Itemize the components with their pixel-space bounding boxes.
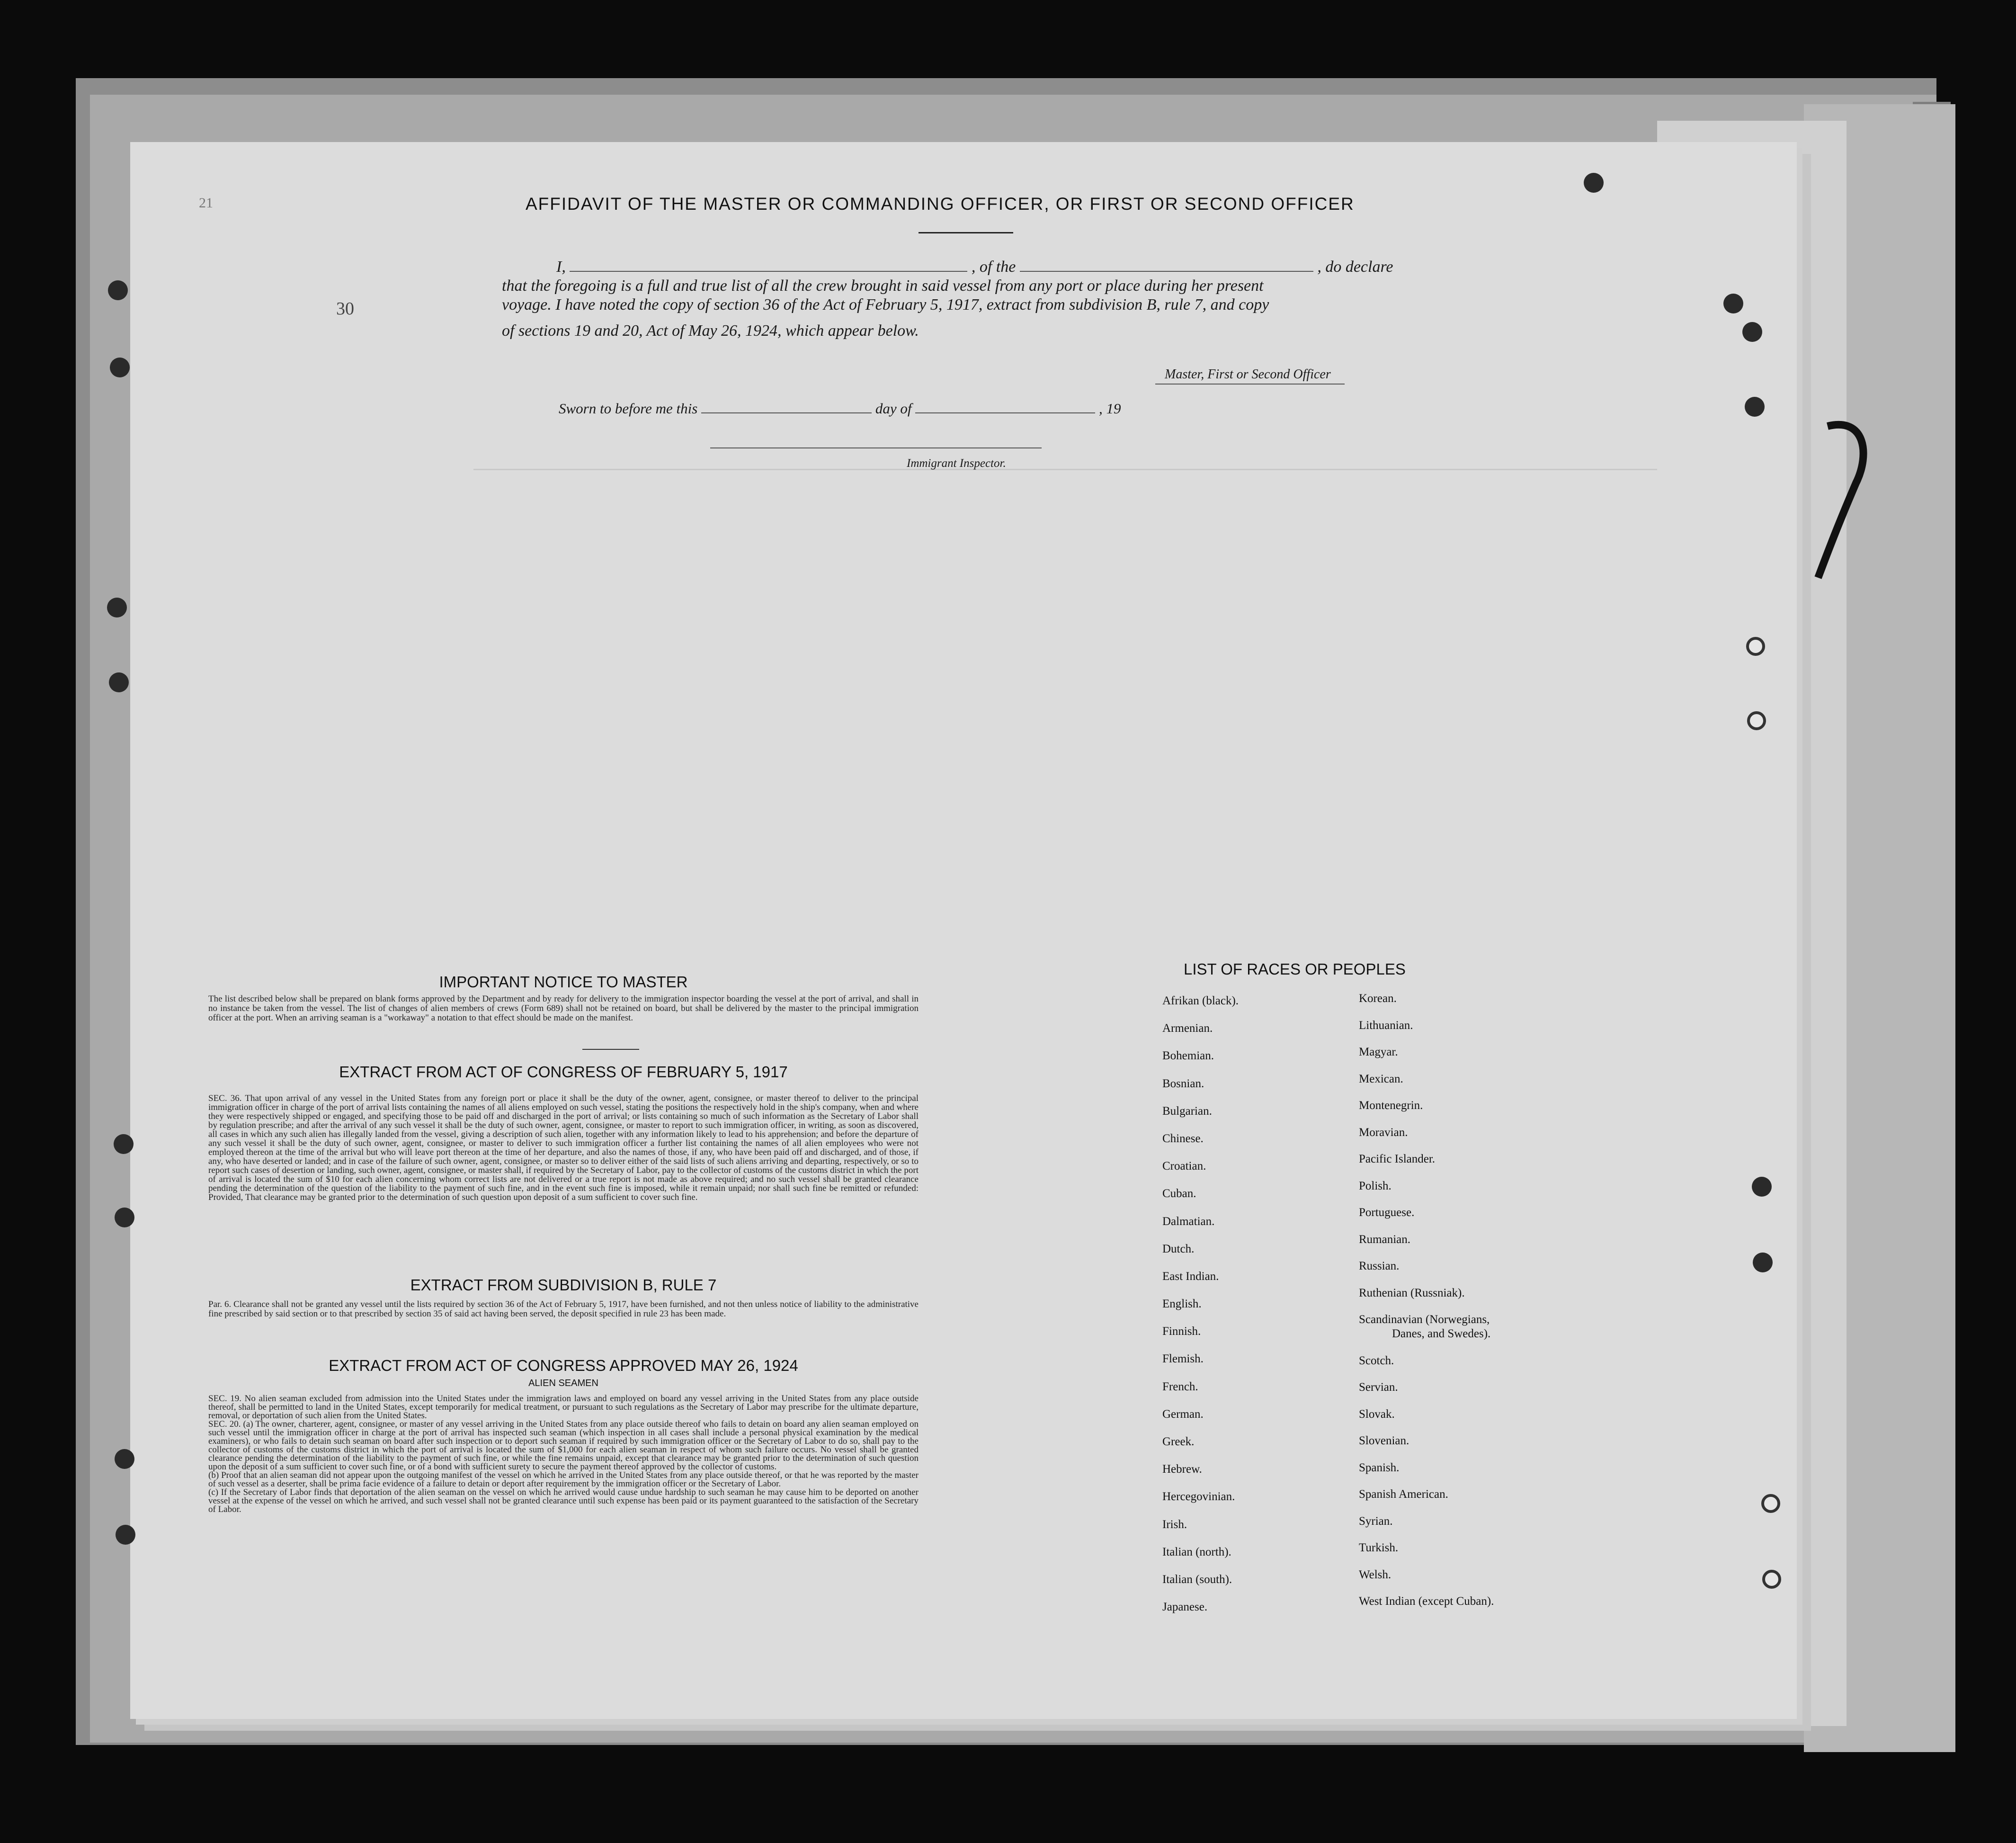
race-item: Turkish. (1359, 1541, 1399, 1554)
binder-hole (1747, 711, 1766, 730)
race-item: Moravian. (1359, 1126, 1408, 1139)
race-item: Armenian. (1162, 1022, 1213, 1035)
race-item: Rumanian. (1359, 1233, 1411, 1246)
race-item: Japanese. (1162, 1601, 1208, 1614)
race-item: Hebrew. (1162, 1463, 1202, 1476)
race-item: Bohemian. (1162, 1049, 1214, 1063)
pen-stroke (1799, 417, 1875, 587)
races-right-column (1359, 992, 1605, 1622)
notice-title: IMPORTANT NOTICE TO MASTER (439, 973, 688, 991)
race-item: Lithuanian. (1359, 1019, 1413, 1032)
binder-hole (116, 1525, 135, 1545)
bleed-through-line (473, 469, 1657, 470)
rule-7-title: EXTRACT FROM SUBDIVISION B, RULE 7 (410, 1276, 717, 1294)
race-item: Spanish American. (1359, 1488, 1448, 1501)
race-item: English. (1162, 1297, 1202, 1311)
race-item: Scandinavian (Norwegians, (1359, 1313, 1490, 1326)
binder-hole (1762, 1570, 1781, 1589)
notice-text: The list described below shall be prepared on blank forms approved by the Department and by ready for delivery to the immigration inspector boarding the vessel at the port of arrival, and shall in no instance be taken from the vessel. The list of changes of alien members of crews (Form 689) shall not be retained on board, but shall be delivered by the master to the principal immigration officer at the port. When an arriving seaman is a "workaway" a notation to that effect should be made on the manifest. (208, 994, 919, 1023)
affidavit-line-1 (556, 258, 1393, 276)
binder-hole (115, 1449, 134, 1469)
binder-hole (1742, 322, 1762, 342)
binder-hole (114, 1134, 134, 1154)
sec-20c-text: (c) If the Secretary of Labor finds that deportation of the alien seaman on the vessel on which he arrived would cause undue hardship to such seaman he may cause him to be deported on another vessel at the expense of the vessel on which he arrived, and such vessel shall not be granted clearance until such expense has been paid or its payment guaranteed to the satisfaction of the Secretary of Labor. (208, 1487, 919, 1514)
page-number: 30 (336, 299, 354, 319)
race-item: Magyar. (1359, 1046, 1398, 1058)
binder-hole (1761, 1494, 1780, 1513)
rule-7-text: Par. 6. Clearance shall not be granted any vessel until the lists required by section 36 of the Act of February 5, 1917, have been furnished, and not then unless notice of liability to the administrative fine prescribed by said section or to that prescribed by section 35 of said act having been served, the deposit specified in rule 23 has been made. (208, 1299, 919, 1319)
inspector-label: Immigrant Inspector. (907, 457, 1006, 470)
binder-hole (107, 598, 127, 617)
name-blank[interactable] (570, 271, 967, 272)
race-item: Polish. (1359, 1179, 1392, 1192)
race-item: Ruthenian (Russniak). (1359, 1286, 1465, 1299)
race-item: Dutch. (1162, 1242, 1195, 1255)
race-item: Dalmatian. (1162, 1215, 1215, 1228)
race-item: Cuban. (1162, 1187, 1196, 1200)
binder-hole (1746, 637, 1765, 656)
declare-label: , do declare (1317, 258, 1393, 276)
binder-hole (1753, 1253, 1773, 1272)
race-item: Greek. (1162, 1435, 1195, 1448)
sworn-label: Sworn to before me this (559, 400, 698, 417)
race-item: Bulgarian. (1162, 1104, 1212, 1118)
affidavit-title: AFFIDAVIT OF THE MASTER OR COMMANDING OFFICER, OR FIRST OR SECOND OFFICER (526, 194, 1355, 214)
race-item: French. (1162, 1380, 1198, 1393)
race-item: Servian. (1359, 1381, 1398, 1394)
binder-hole (1584, 173, 1604, 193)
master-label: Master, First or Second Officer (1165, 367, 1331, 382)
race-item: Chinese. (1162, 1132, 1204, 1145)
sec-20a-text: SEC. 20. (a) The owner, charterer, agent, consignee, or master of any vessel arriving in the United States from any place outside thereof who fails to detain on board any alien seaman employed on such vessel until the immigration officer in charge at the port of arrival has inspected such seaman (which inspection in all cases shall include a personal physical examination by the medical examiners), or who fails to detain such seaman on board after such inspection or to deport such seaman if required by such immigration officer or the Secretary of Labor to do so, shall pay to the collector of customs of the customs district in which the port of arrival is located the sum of $1,000 for each alien seaman in respect of whom such failure occurs. No vessel shall be granted clearance pending the determination of the liability to the payment of such fine, or while the fine remains unpaid, except that clearance may be granted prior to the determination of such question upon the deposit of a sum sufficient to cover such fine, or of a bond with sufficient surety to secure the payment thereof approved by the collector of customs. (208, 1419, 919, 1472)
vessel-blank[interactable] (1020, 271, 1313, 272)
sec-19-text: SEC. 19. No alien seaman excluded from admission into the United States under the immigration laws and employed on board any vessel arriving in the United States from any place outside thereof, shall be permitted to land in the United States, except temporarily for medical treatment, or pursuant to such regulations as the Secretary of Labor may prescribe for the ultimate departure, removal, or deportation of such alien from the United States. (208, 1394, 919, 1421)
race-item: Pacific Islander. (1359, 1153, 1436, 1165)
race-item: Danes, and Swedes). (1392, 1327, 1491, 1340)
extract-1917-text: SEC. 36. That upon arrival of any vessel in the United States from any foreign port or place it shall be the duty of the owner, agent, consignee, or master thereof to deliver to the principal immigration officer in charge of the port of arrival lists containing the names of all aliens employed on such vessel, stating the positions the respectively hold in the ship's company, when and where they were respectively shipped or engaged, and specifying those to be paid off and discharged in the port of arrival; or lists containing so much of such information as the Secretary of Labor shall by regulation prescribe; and after the arrival of any such vessel it shall be the duty of such owner, agent, consignee, or master to report to such immigration officer, in writing, as soon as discovered, all cases in which any such alien has illegally landed from the vessel, giving a description of such alien, together with any information likely to lead to his apprehension; and before the departure of any such vessel it shall be the duty of such owner, agent, consignee, or master to deliver to such immigration officer a further list containing the names of all alien employees who were not employed thereon at the time of the arrival but who will leave port thereon at the time of her departure, and also the names of those, if any, who have been paid off and discharged, and of those, if any, who have deserted or landed; and in case of the failure of such owner, agent, consignee, or master so to deliver either of the said lists of such aliens arriving and departing, respectively, or so to report such cases of desertion or landing, such owner, agent, consignee, or master shall, if required by the Secretary of Labor, pay to the collector of customs of the customs district in which the port of arrival is located the sum of $10 for each alien concerning whom correct lists are not delivered or a true report is not made as above required; and no such vessel shall be granted clearance pending the determination of the question of the liability to the payment of such fine, and in the event such fine is imposed, while it remain unpaid; nor shall such fine be remitted or refunded: Provided, That clearance may be granted prior to the determination of such question upon deposit of a sum sufficient to cover such fine. (208, 1093, 919, 1202)
year-label: , 19 (1098, 400, 1121, 417)
binder-hole (1723, 294, 1743, 313)
binder-hole (1752, 1177, 1772, 1197)
of-the-label: , of the (971, 258, 1016, 276)
race-item: Russian. (1359, 1260, 1400, 1272)
affidavit-line-4: of sections 19 and 20, Act of May 26, 1924, which appear below. (502, 322, 919, 340)
race-item: Syrian. (1359, 1514, 1393, 1528)
corner-number: 21 (199, 195, 213, 211)
race-item: Scotch. (1359, 1354, 1394, 1367)
section-rule (582, 1049, 639, 1050)
day-of-label: day of (875, 400, 912, 417)
extract-1924-text (208, 1395, 919, 1514)
race-item: Montenegrin. (1359, 1099, 1423, 1112)
races-title: LIST OF RACES OR PEOPLES (1184, 960, 1406, 978)
race-item: Italian (north). (1162, 1545, 1231, 1558)
affidavit-line-2: that the foregoing is a full and true list of all the crew brought in said vessel from any port or place during her present (502, 277, 1264, 295)
race-item: West Indian (except Cuban). (1359, 1595, 1494, 1608)
affidavit-line-3: voyage. I have noted the copy of section 36 of the Act of February 5, 1917, extract from subdivision B, rule 7, and copy (502, 296, 1269, 313)
sec-20b-text: (b) Proof that an alien seaman did not appear upon the outgoing manifest of the vessel on which he arrived in the United States from any place outside thereof, or that he was reported by the master of such vessel as a deserter, shall be prima facie evidence of a failure to detain or deport after requirement by the immigration officer or the Secretary of Labor. (208, 1470, 919, 1489)
race-item: German. (1162, 1407, 1204, 1421)
race-item: Finnish. (1162, 1325, 1201, 1338)
race-item: Bosnian. (1162, 1077, 1204, 1090)
race-item: Italian (south). (1162, 1573, 1232, 1586)
i-label: I, (556, 258, 566, 276)
master-signature-line[interactable] (1155, 384, 1345, 385)
alien-seamen-subtitle: ALIEN SEAMEN (528, 1378, 598, 1388)
binder-hole (110, 358, 130, 377)
extract-1917-title: EXTRACT FROM ACT OF CONGRESS OF FEBRUARY 5, 1917 (339, 1063, 788, 1081)
race-item: Spanish. (1359, 1461, 1400, 1474)
race-item: Slovenian. (1359, 1434, 1409, 1447)
race-item: Mexican. (1359, 1072, 1403, 1085)
race-item: Afrikan (black). (1162, 994, 1239, 1007)
extract-1924-title: EXTRACT FROM ACT OF CONGRESS APPROVED MAY 26, 1924 (329, 1357, 798, 1374)
race-item: Welsh. (1359, 1568, 1392, 1581)
sworn-month-blank[interactable] (915, 412, 1095, 413)
race-item: Portuguese. (1359, 1206, 1415, 1219)
race-item: Irish. (1162, 1518, 1187, 1531)
races-left-column (1162, 994, 1361, 1628)
inspector-signature-line[interactable] (710, 447, 1042, 448)
race-item: Croatian. (1162, 1160, 1206, 1173)
race-item: East Indian. (1162, 1270, 1219, 1283)
sworn-line (559, 400, 1121, 417)
race-item: Hercegovinian. (1162, 1490, 1235, 1503)
binder-hole (108, 280, 128, 300)
race-item: Korean. (1359, 992, 1397, 1005)
title-rule (919, 232, 1013, 233)
race-item: Slovak. (1359, 1407, 1395, 1421)
race-item: Flemish. (1162, 1352, 1204, 1366)
binder-hole (109, 672, 129, 692)
binder-hole (115, 1208, 134, 1227)
sworn-day-blank[interactable] (701, 412, 872, 413)
binder-hole (1745, 397, 1765, 417)
